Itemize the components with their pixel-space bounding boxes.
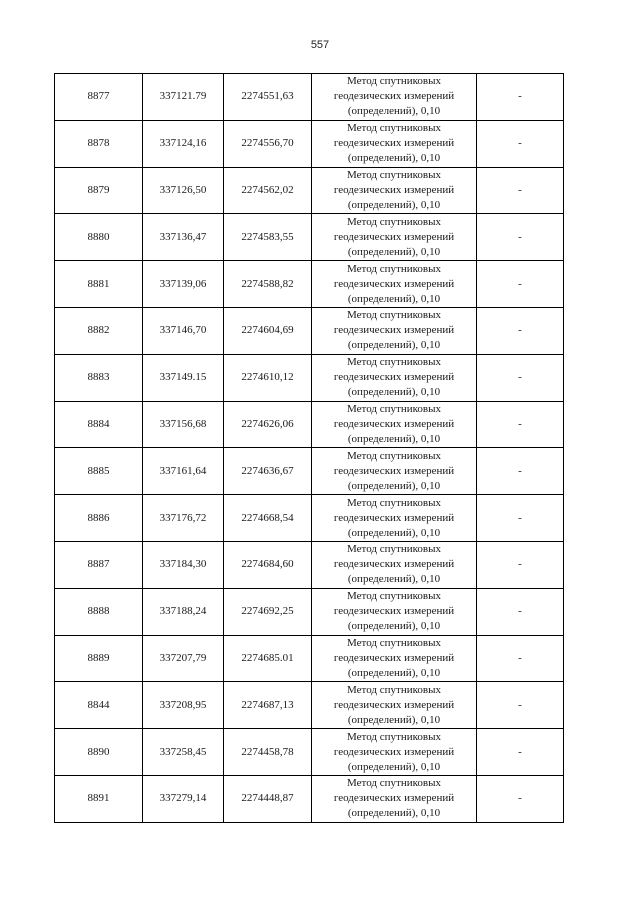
point-number-cell: 8885 — [55, 448, 143, 495]
y-coordinate-cell: 2274588,82 — [224, 261, 312, 308]
method-text-line: (определений), 0,10 — [347, 386, 441, 399]
y-coordinate-cell: 2274626,06 — [224, 401, 312, 448]
note-cell: - — [477, 214, 564, 261]
table-row — [55, 635, 564, 682]
method-text-line: Метод спутниковых — [347, 496, 441, 509]
point-number-cell: 8881 — [55, 261, 143, 308]
method-text-line: Метод спутниковых — [347, 168, 441, 181]
method-text-line: Метод спутниковых — [347, 215, 441, 228]
method-cell — [312, 588, 477, 635]
table-row — [55, 448, 564, 495]
method-text-line: геодезических измерений — [333, 464, 455, 477]
x-coordinate-cell: 337258,45 — [143, 729, 224, 776]
method-text-line: Метод спутниковых — [347, 777, 441, 790]
method-cell — [312, 167, 477, 214]
method-cell — [312, 448, 477, 495]
method-text-line: геодезических измерений — [333, 183, 455, 196]
y-coordinate-cell: 2274458,78 — [224, 729, 312, 776]
y-coordinate-cell: 2274685.01 — [224, 635, 312, 682]
method-text-line: геодезических измерений — [333, 417, 455, 430]
method-text-line: Метод спутниковых — [347, 356, 441, 369]
method-cell — [312, 261, 477, 308]
method-text-line: (определений), 0,10 — [347, 339, 441, 352]
table-row — [55, 74, 564, 121]
method-cell — [312, 495, 477, 542]
note-cell: - — [477, 74, 564, 121]
method-text-line: геодезических измерений — [333, 277, 455, 290]
method-text-line: (определений), 0,10 — [347, 807, 441, 820]
table-row — [55, 682, 564, 729]
x-coordinate-cell: 337136,47 — [143, 214, 224, 261]
note-cell: - — [477, 167, 564, 214]
note-cell: - — [477, 682, 564, 729]
x-coordinate-cell: 337139,06 — [143, 261, 224, 308]
method-cell — [312, 214, 477, 261]
x-coordinate-cell: 337126,50 — [143, 167, 224, 214]
note-cell: - — [477, 261, 564, 308]
point-number-cell: 8877 — [55, 74, 143, 121]
y-coordinate-cell: 2274583,55 — [224, 214, 312, 261]
table-row — [55, 214, 564, 261]
y-coordinate-cell: 2274551,63 — [224, 74, 312, 121]
method-text-line: геодезических измерений — [333, 558, 455, 571]
method-text-line: геодезических измерений — [333, 792, 455, 805]
method-text-line: (определений), 0,10 — [347, 620, 441, 633]
method-cell — [312, 682, 477, 729]
method-text-line: геодезических измерений — [333, 698, 455, 711]
note-cell: - — [477, 495, 564, 542]
method-text-line: геодезических измерений — [333, 230, 455, 243]
x-coordinate-cell: 337184,30 — [143, 541, 224, 588]
x-coordinate-cell: 337161,64 — [143, 448, 224, 495]
method-text-line: геодезических измерений — [333, 511, 455, 524]
method-text-line: Метод спутниковых — [347, 309, 441, 322]
method-text-line: геодезических измерений — [333, 605, 455, 618]
table-row — [55, 495, 564, 542]
y-coordinate-cell: 2274562,02 — [224, 167, 312, 214]
method-text-line: (определений), 0,10 — [347, 760, 441, 773]
method-cell — [312, 729, 477, 776]
method-text-line: (определений), 0,10 — [347, 573, 441, 586]
table-row — [55, 120, 564, 167]
method-cell — [312, 120, 477, 167]
coordinates-table-body — [55, 74, 564, 823]
method-text-line: Метод спутниковых — [347, 75, 441, 88]
method-text-line: Метод спутниковых — [347, 730, 441, 743]
y-coordinate-cell: 2274556,70 — [224, 120, 312, 167]
point-number-cell: 8879 — [55, 167, 143, 214]
method-cell — [312, 307, 477, 354]
table-row — [55, 729, 564, 776]
x-coordinate-cell: 337207,79 — [143, 635, 224, 682]
note-cell: - — [477, 588, 564, 635]
method-text-line: Метод спутниковых — [347, 543, 441, 556]
point-number-cell: 8891 — [55, 775, 143, 822]
y-coordinate-cell: 2274687,13 — [224, 682, 312, 729]
table-row — [55, 541, 564, 588]
y-coordinate-cell: 2274668,54 — [224, 495, 312, 542]
page-number: 557 — [310, 39, 330, 51]
method-text-line: (определений), 0,10 — [347, 666, 441, 679]
method-cell — [312, 775, 477, 822]
method-text-line: геодезических измерений — [333, 137, 455, 150]
x-coordinate-cell: 337124,16 — [143, 120, 224, 167]
point-number-cell: 8882 — [55, 307, 143, 354]
x-coordinate-cell: 337279,14 — [143, 775, 224, 822]
method-text-line: геодезических измерений — [333, 651, 455, 664]
method-text-line: геодезических измерений — [333, 371, 455, 384]
y-coordinate-cell: 2274448,87 — [224, 775, 312, 822]
method-text-line: Метод спутниковых — [347, 402, 441, 415]
method-text-line: (определений), 0,10 — [347, 713, 441, 726]
method-cell — [312, 401, 477, 448]
note-cell: - — [477, 354, 564, 401]
point-number-cell: 8887 — [55, 541, 143, 588]
method-cell — [312, 354, 477, 401]
method-text-line: Метод спутниковых — [347, 122, 441, 135]
note-cell: - — [477, 307, 564, 354]
note-cell: - — [477, 775, 564, 822]
note-cell: - — [477, 448, 564, 495]
point-number-cell: 8886 — [55, 495, 143, 542]
point-number-cell: 8889 — [55, 635, 143, 682]
y-coordinate-cell: 2274692,25 — [224, 588, 312, 635]
point-number-cell: 8890 — [55, 729, 143, 776]
note-cell: - — [477, 729, 564, 776]
method-text-line: геодезических измерений — [333, 745, 455, 758]
x-coordinate-cell: 337176,72 — [143, 495, 224, 542]
table-row — [55, 307, 564, 354]
x-coordinate-cell: 337156,68 — [143, 401, 224, 448]
table-row — [55, 401, 564, 448]
note-cell: - — [477, 120, 564, 167]
table-row — [55, 775, 564, 822]
table-row — [55, 261, 564, 308]
method-text-line: Метод спутниковых — [347, 449, 441, 462]
x-coordinate-cell: 337149.15 — [143, 354, 224, 401]
x-coordinate-cell: 337188,24 — [143, 588, 224, 635]
point-number-cell: 8883 — [55, 354, 143, 401]
method-text-line: (определений), 0,10 — [347, 198, 441, 211]
point-number-cell: 8888 — [55, 588, 143, 635]
x-coordinate-cell: 337121.79 — [143, 74, 224, 121]
point-number-cell: 8884 — [55, 401, 143, 448]
y-coordinate-cell: 2274684,60 — [224, 541, 312, 588]
method-text-line: (определений), 0,10 — [347, 526, 441, 539]
method-cell — [312, 541, 477, 588]
x-coordinate-cell: 337208,95 — [143, 682, 224, 729]
coordinates-table — [54, 73, 564, 823]
y-coordinate-cell: 2274604,69 — [224, 307, 312, 354]
note-cell: - — [477, 541, 564, 588]
method-text-line: геодезических измерений — [333, 324, 455, 337]
point-number-cell: 8844 — [55, 682, 143, 729]
point-number-cell: 8880 — [55, 214, 143, 261]
method-text-line: (определений), 0,10 — [347, 479, 441, 492]
y-coordinate-cell: 2274636,67 — [224, 448, 312, 495]
method-text-line: (определений), 0,10 — [347, 292, 441, 305]
table-row — [55, 588, 564, 635]
method-text-line: геодезических измерений — [333, 90, 455, 103]
table-row — [55, 354, 564, 401]
x-coordinate-cell: 337146,70 — [143, 307, 224, 354]
method-text-line: (определений), 0,10 — [347, 245, 441, 258]
y-coordinate-cell: 2274610,12 — [224, 354, 312, 401]
table-row — [55, 167, 564, 214]
method-text-line: (определений), 0,10 — [347, 152, 441, 165]
method-text-line: (определений), 0,10 — [347, 432, 441, 445]
note-cell: - — [477, 401, 564, 448]
point-number-cell: 8878 — [55, 120, 143, 167]
method-cell — [312, 635, 477, 682]
note-cell: - — [477, 635, 564, 682]
method-text-line: Метод спутниковых — [347, 262, 441, 275]
method-text-line: Метод спутниковых — [347, 590, 441, 603]
method-text-line: Метод спутниковых — [347, 636, 441, 649]
method-text-line: Метод спутниковых — [347, 683, 441, 696]
method-cell — [312, 74, 477, 121]
method-text-line: (определений), 0,10 — [347, 105, 441, 118]
